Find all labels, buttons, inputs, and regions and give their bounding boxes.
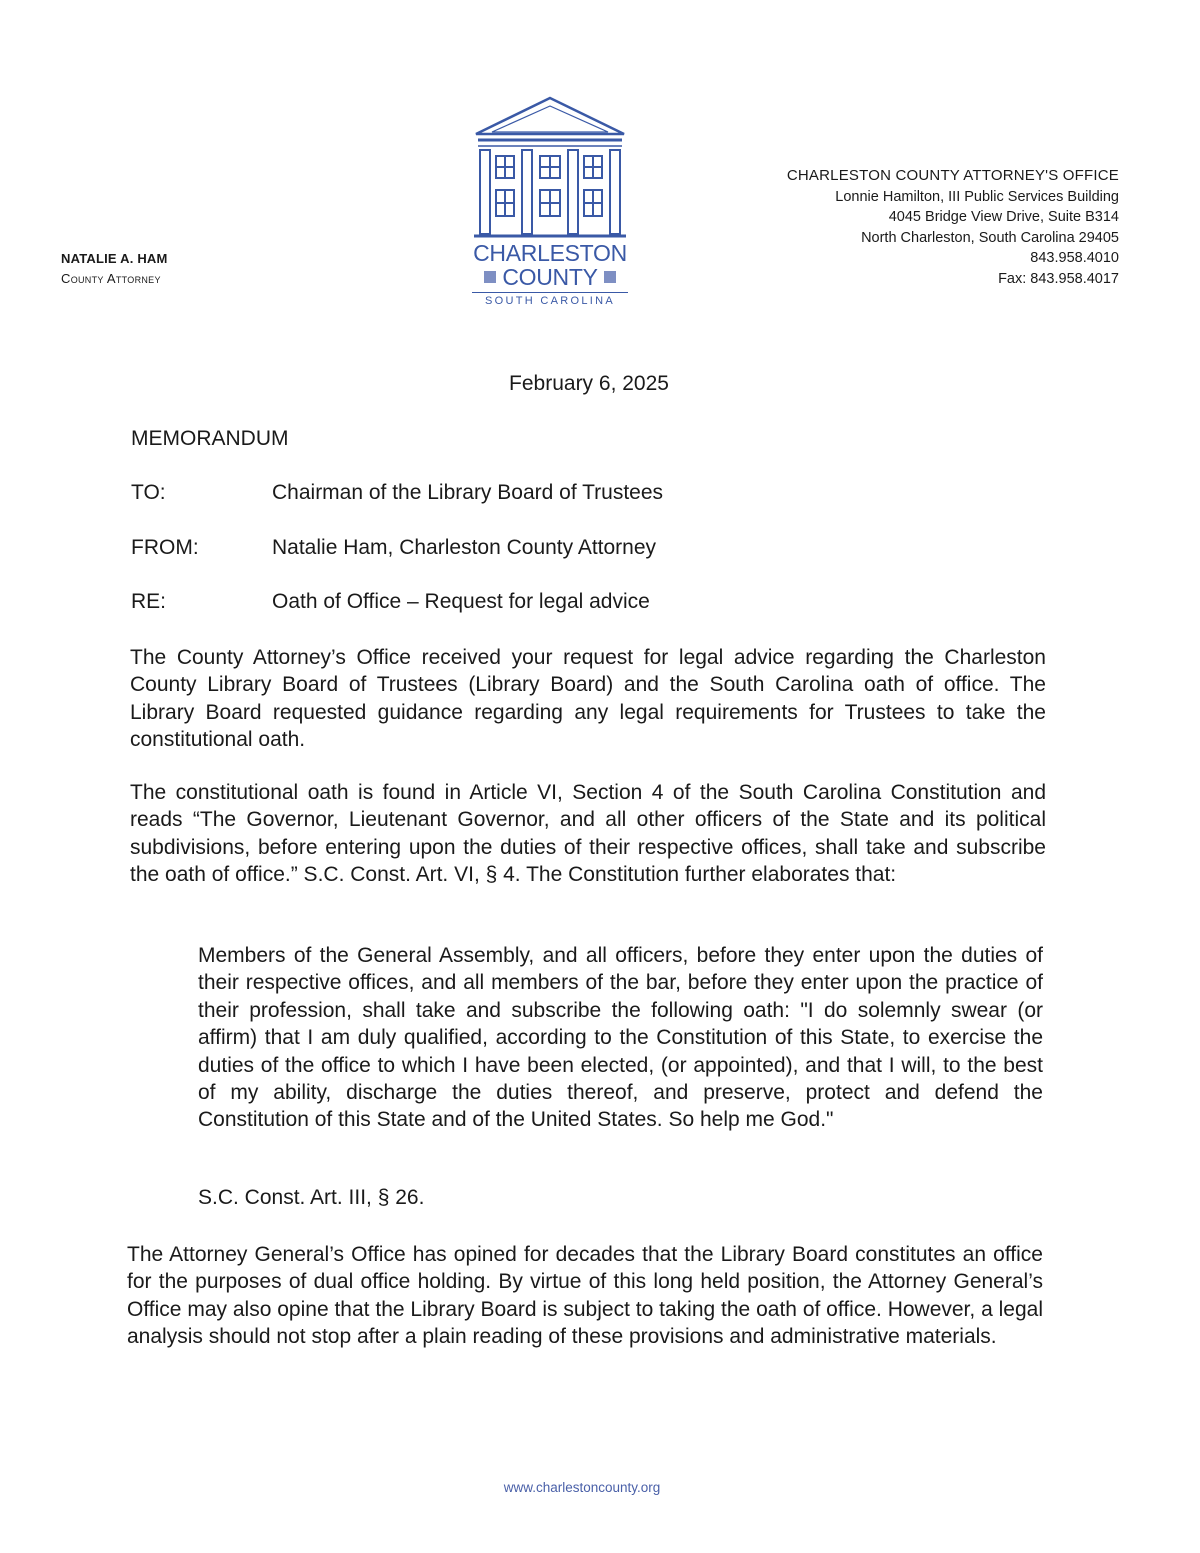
memo-to-row — [131, 481, 663, 505]
logo-line-state: SOUTH CAROLINA — [485, 295, 615, 307]
attorney-name: NATALIE A. HAM — [61, 251, 168, 266]
office-fax: Fax: 843.958.4017 — [998, 270, 1119, 287]
memo-date: February 6, 2025 — [509, 372, 669, 395]
office-phone: 843.958.4010 — [1030, 250, 1119, 266]
quote-citation: S.C. Const. Art. III, § 26. — [198, 1186, 425, 1209]
body-paragraph-1: The County Attorney’s Office received your request for legal advice regarding the Charleston County Library Board of Trustees (Library Board) and the South Carolina oath of office. The Library Board requested guidance regarding any legal requirements for Trustees to take the constitutional oath. — [130, 646, 1046, 752]
re-value: Oath of Office – Request for legal advice — [272, 590, 650, 613]
memo-from-row — [131, 536, 656, 560]
office-street: 4045 Bridge View Drive, Suite B314 — [888, 209, 1119, 225]
to-value: Chairman of the Library Board of Trustees — [272, 481, 664, 504]
office-name: CHARLESTON COUNTY ATTORNEY'S OFFICE — [786, 167, 1119, 184]
county-logo — [468, 94, 632, 307]
logo-divider — [472, 292, 628, 293]
logo-line-charleston: CHARLESTON — [473, 240, 627, 266]
from-value: Natalie Ham, Charleston County Attorney — [272, 536, 657, 559]
body-paragraph-3: The Attorney General’s Office has opined for decades that the Library Board constitutes an office for the purposes of dual office holding. By virtue of this long held position, the Attorney General’s Office may also opine that the Library Board is subject to taking the oath of office. However, a legal analysis should not stop after a plain reading of these provisions and administrative materials. — [127, 1243, 1043, 1349]
logo-county-text: COUNTY — [502, 264, 598, 290]
attorney-block — [61, 249, 168, 289]
from-label: FROM: — [131, 536, 199, 559]
logo-line-county — [468, 265, 632, 289]
block-quote: Members of the General Assembly, and all officers, before they enter upon the duties of their respective offices, and all members of the bar, before they enter upon the practice of their profession, shall take and subscribe the following oath: "I do solemnly swear (or affirm) that I am duly qualified, according to the Constitution of this State, to exercise the duties of the office to which I have been elected, (or appointed), and that I will, to the best of my ability, discharge the duties thereof, and preserve, protect and defend the Constitution of this State and of the United States. So help me God." — [198, 944, 1043, 1132]
to-label: TO: — [131, 481, 166, 504]
re-label: RE: — [131, 590, 167, 613]
logo-square-right — [604, 271, 616, 283]
courthouse-icon — [470, 94, 630, 240]
logo-square-left — [484, 271, 496, 283]
office-address-block — [787, 166, 1119, 289]
office-city: North Charleston, South Carolina 29405 — [861, 229, 1119, 246]
body-paragraph-2: The constitutional oath is found in Article VI, Section 4 of the South Carolina Constitution and reads “The Governor, Lieutenant Governor, and all other officers of the State and its political subdivisions, before entering upon the duties of their respective offices, shall take and subscribe the oath of office.” S.C. Const. Art. VI, § 4. The Constitution further elaborates that: — [130, 781, 1046, 887]
memo-title: MEMORANDUM — [131, 427, 289, 450]
memo-re-row — [131, 590, 650, 614]
attorney-title: County Attorney — [61, 271, 161, 286]
footer-website: www.charlestoncounty.org — [503, 1480, 661, 1495]
office-building: Lonnie Hamilton, III Public Services Building — [835, 188, 1119, 205]
